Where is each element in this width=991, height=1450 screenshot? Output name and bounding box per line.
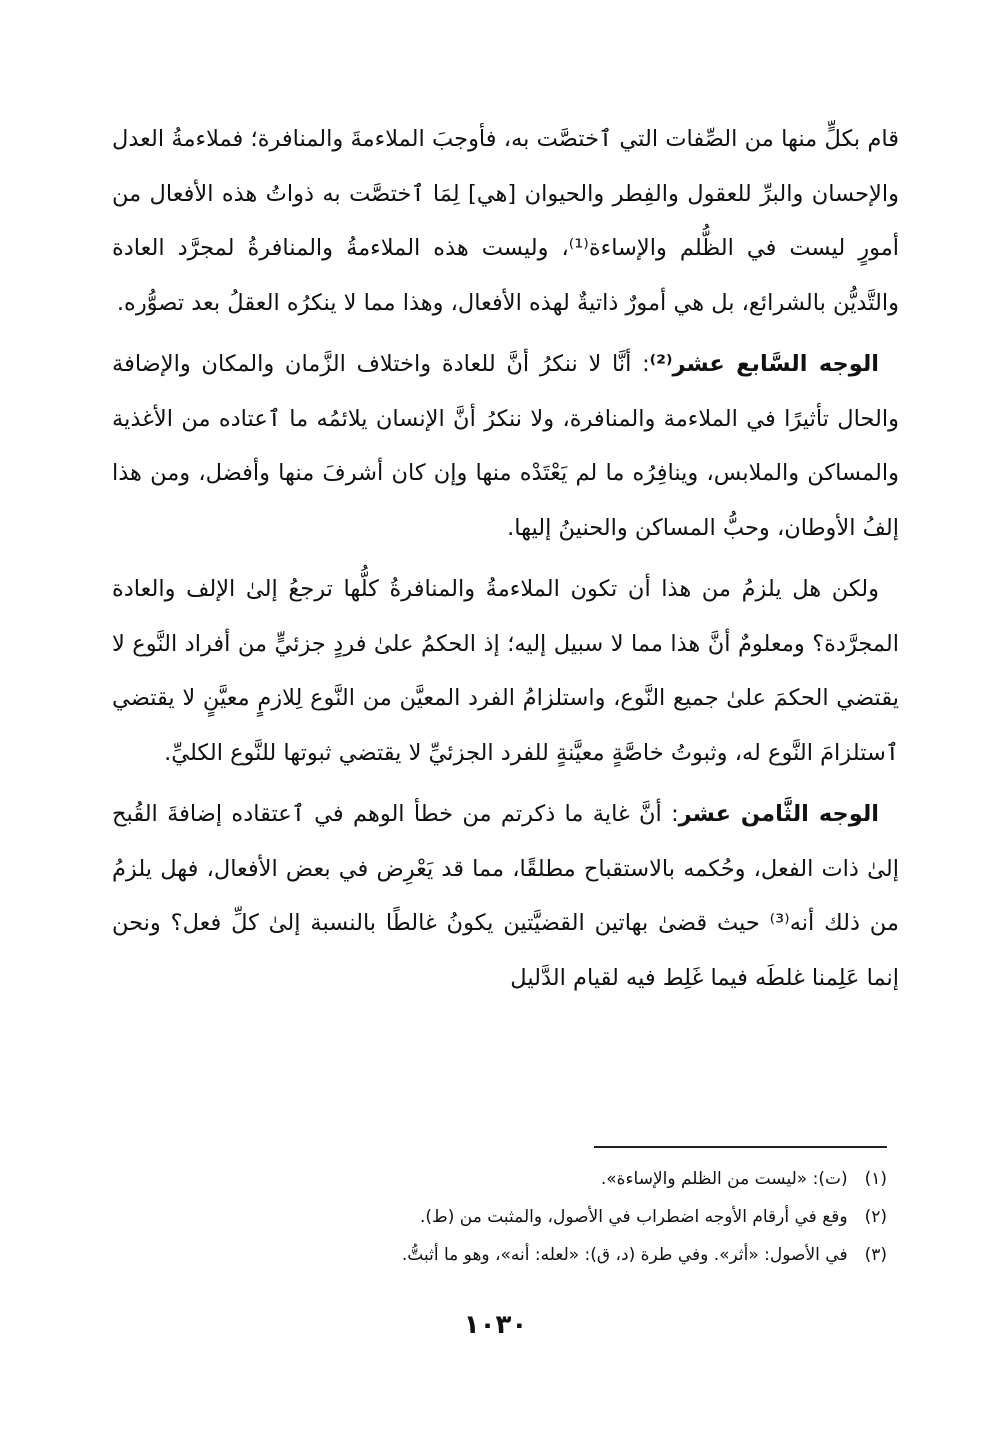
section-heading-17: الوجه السَّابع عشر⁽²⁾: [649, 351, 879, 377]
paragraph-2: [112, 337, 899, 555]
section-heading-18: الوجه الثَّامن عشر: [678, 801, 879, 827]
footnotes: [112, 1160, 887, 1274]
paragraph-4-text: : أنَّ غاية ما ذكرتم من خطأ الوهم في ٱعتقاده إضافةَ القُبح إلىٰ ذات الفعل، وحُكمه بالاستقباح مطلقًا، مما قد يَعْرِض في بعض الأفعال، فهل يلزمُ من ذلك أنه⁽³⁾ حيث قضىٰ بهاتين القضيَّتين يكونُ غالطًا بالنسبة إلىٰ كلِّ فعل؟ ونحن إنما عَلِمنا غلطَه فيما غَلِط فيه لقيام الدَّليل: [112, 801, 899, 991]
footnote-text: (ت): «ليست من الظلم والإساءة».: [600, 1169, 848, 1189]
paragraph-2-text: : أنَّا لا ننكرُ أنَّ للعادة واختلاف الزَّمان والمكان والإضافة والحال تأثيرًا في الملاءمة والمنافرة، ولا ننكرُ أنَّ الإنسان يلائمُه ما ٱعتاده من الأغذية والمساكن والملابس، وينافِرُه ما لم يَعْتَدْه منها وإن كان أشرفَ منها وأفضل، ومن هذا إلفُ الأوطان، وحبُّ المساكن والحنينُ إليها.: [112, 351, 899, 541]
footnote-number: (١): [864, 1169, 887, 1189]
main-text: [112, 112, 899, 1012]
footnote-separator: [594, 1146, 887, 1148]
page-number: ١٠٣٠: [463, 1310, 528, 1340]
paragraph-1: قام بكلٍّ منها من الصِّفات التي ٱختصَّت به، فأوجبَ الملاءمةَ والمنافرة؛ فملاءمةُ العدل والإحسان والبرِّ للعقول والفِطر والحيوان [هي] لِمَا ٱختصَّت به ذواتُ هذه الأفعال من أمورٍ ليست في الظُّلم والإساءة⁽¹⁾، وليست هذه الملاءمةُ والمنافرةُ لمجرَّد العادة والتَّديُّن بالشرائع، بل هي أمورٌ ذاتيةٌ لهذه الأفعال، وهذا مما لا ينكرُه العقلُ بعد تصوُّره.: [112, 126, 899, 316]
paragraph-3: ولكن هل يلزمُ من هذا أن تكون الملاءمةُ والمنافرةُ كلُّها ترجعُ إلىٰ الإلف والعادة المجرَّدة؟ ومعلومٌ أنَّ هذا مما لا سبيل إليه؛ إذ الحكمُ علىٰ فردٍ جزئيٍّ من أفراد النَّوع لا يقتضي الحكمَ علىٰ جميع النَّوع، واستلزامُ الفرد المعيَّن من النَّوع لِلازمٍ معيَّنٍ لا يقتضي ٱستلزامَ النَّوع له، وثبوتُ خاصَّةٍ معيَّنةٍ للفرد الجزئيِّ لا يقتضي ثبوتها للنَّوع الكليِّ.: [112, 576, 899, 766]
footnote-number: (٢): [864, 1207, 887, 1227]
footnote-1: [112, 1160, 887, 1198]
footnote-number: (٣): [864, 1245, 887, 1265]
footnote-text: وقع في أرقام الأوجه اضطراب في الأصول، والمثبت من (ط).: [419, 1207, 848, 1227]
footnote-text: في الأصول: «أثر». وفي طرة (د، ق): «لعله: أنه»، وهو ما أثبتُّ.: [401, 1245, 848, 1265]
footnote-3: [112, 1236, 887, 1274]
footnote-2: [112, 1198, 887, 1236]
paragraph-4: [112, 787, 899, 1005]
